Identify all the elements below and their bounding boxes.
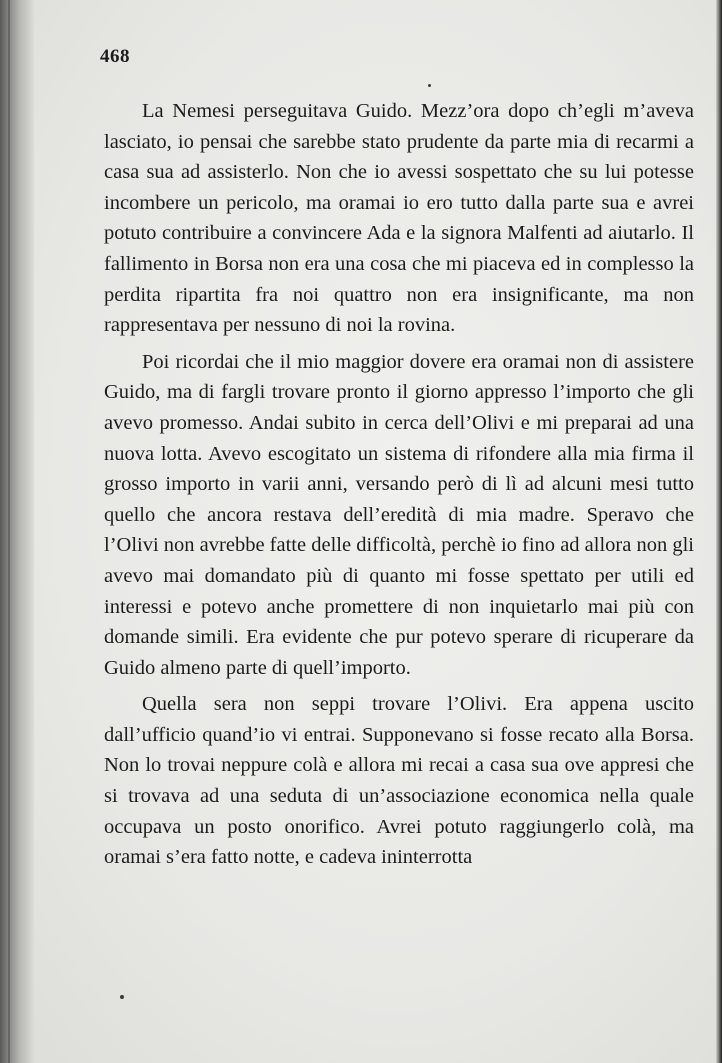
page-number: 468 xyxy=(100,46,130,67)
paragraph-2: Poi ricordai che il mio maggior dovere era oramai non di assistere Guido, ma di fargli trovare pronto il giorno appresso l’importo che gli avevo promesso. Andai subito in cerca dell’Olivi e mi preparai ad una nuova lotta. Avevo escogitato un sistema di rifondere alla mia firma il grosso importo in varii anni, versando però di lì ad alcuni mesi tutto quello che ancora restava dell’eredità di mia madre. Speravo che l’Olivi non avrebbe fatte delle difficoltà, perchè io fino ad allora non gli avevo mai domandato più di quanto mi fosse spettato per utili ed interessi e potevo anche promettere di non inquietarlo mai più con domande simili. Era evidente che pur potevo sperare di ricuperare da Guido almeno parte di quell’importo. xyxy=(104,350,694,679)
paragraph-3: Quella sera non seppi trovare l’Olivi. Era appena uscito dall’ufficio quand’io vi entrai. Supponevano si fosse recato alla Borsa. Non lo trovai neppure colà e allora mi recai a casa sua ove appresi che si trovava ad una seduta di un’associazione economica nella quale occupava un posto onorifico. Avrei potuto raggiungerlo colà, ma oramai s’era fatto notte, e cadeva ininterrotta xyxy=(104,693,694,869)
body-text xyxy=(104,96,694,879)
page-edge-shadow xyxy=(716,0,722,1063)
paragraph-1: La Nemesi perseguitava Guido. Mezz’ora dopo ch’egli m’aveva lasciato, io pensai che sarebbe stato prudente da parte mia di recarmi a casa sua ad assisterlo. Non che io avessi sospettato che su lui potesse incombere un pericolo, ma oramai io ero tutto dalla parte sua e avrei potuto contribuire a convincere Ada e la signora Malfenti ad aiutarlo. Il fallimento in Borsa non era una cosa che mi piaceva ed in complesso la perdita ripartita fra noi quattro non era insignificante, ma non rappresentava per nessuno di noi la rovina. xyxy=(104,100,694,337)
book-spine-shadow xyxy=(0,0,34,1063)
ink-speck xyxy=(428,84,431,87)
ink-speck xyxy=(120,995,124,999)
